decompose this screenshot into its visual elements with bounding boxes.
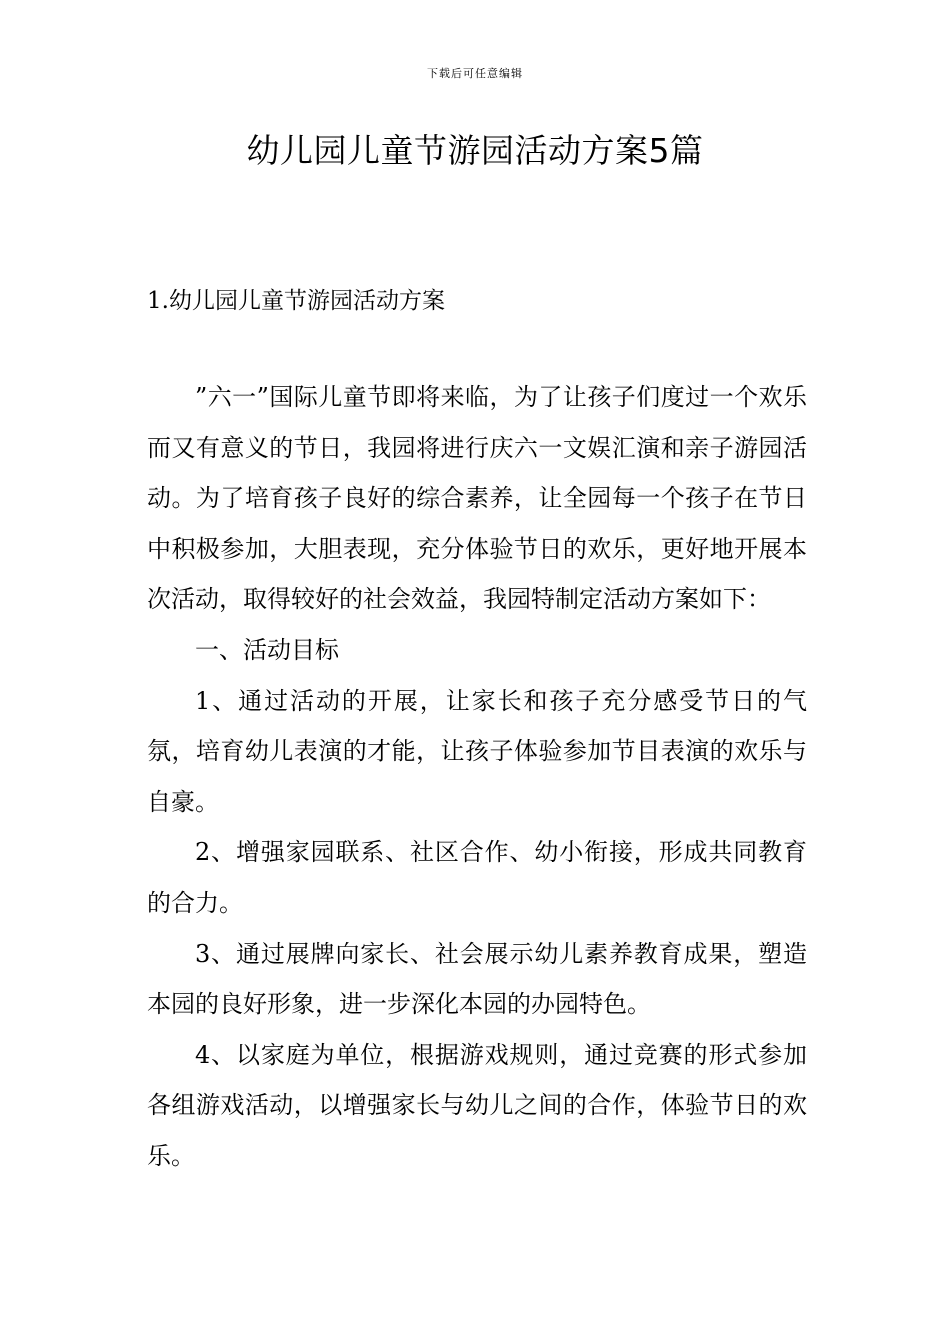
section-heading: 1.幼儿园儿童节游园活动方案 xyxy=(147,288,445,314)
goal-item-3: 3、通过展牌向家长、社会展示幼儿素养教育成果，塑造本园的良好形象，进一步深化本园的办园特色。 xyxy=(147,939,807,1019)
body-text xyxy=(147,372,807,1182)
goal-item-4: 4、以家庭为单位，根据游戏规则，通过竞赛的形式参加各组游戏活动，以增强家长与幼儿之间的合作，体验节日的欢乐。 xyxy=(147,1040,807,1170)
document-title: 幼儿园儿童节游园活动方案5篇 xyxy=(246,131,704,170)
header-note: 下载后可任意编辑 xyxy=(427,67,523,80)
goal-item-2: 2、增强家园联系、社区合作、幼小衔接，形成共同教育的合力。 xyxy=(147,838,807,917)
subsection-heading: 一、活动目标 xyxy=(195,635,339,664)
intro-paragraph: ”六一”国际儿童节即将来临，为了让孩子们度过一个欢乐而又有意义的节日，我园将进行庆六一文娱汇演和亲子游园活动。为了培育孩子良好的综合素养，让全园每一个孩子在节日中积极参加，大胆表现，充分体验节日的欢乐，更好地开展本次活动，取得较好的社会效益，我园特制定活动方案如下： xyxy=(147,383,807,614)
goal-item-1: 1、通过活动的开展，让家长和孩子充分感受节日的气氛，培育幼儿表演的才能，让孩子体验参加节目表演的欢乐与自豪。 xyxy=(147,686,807,816)
